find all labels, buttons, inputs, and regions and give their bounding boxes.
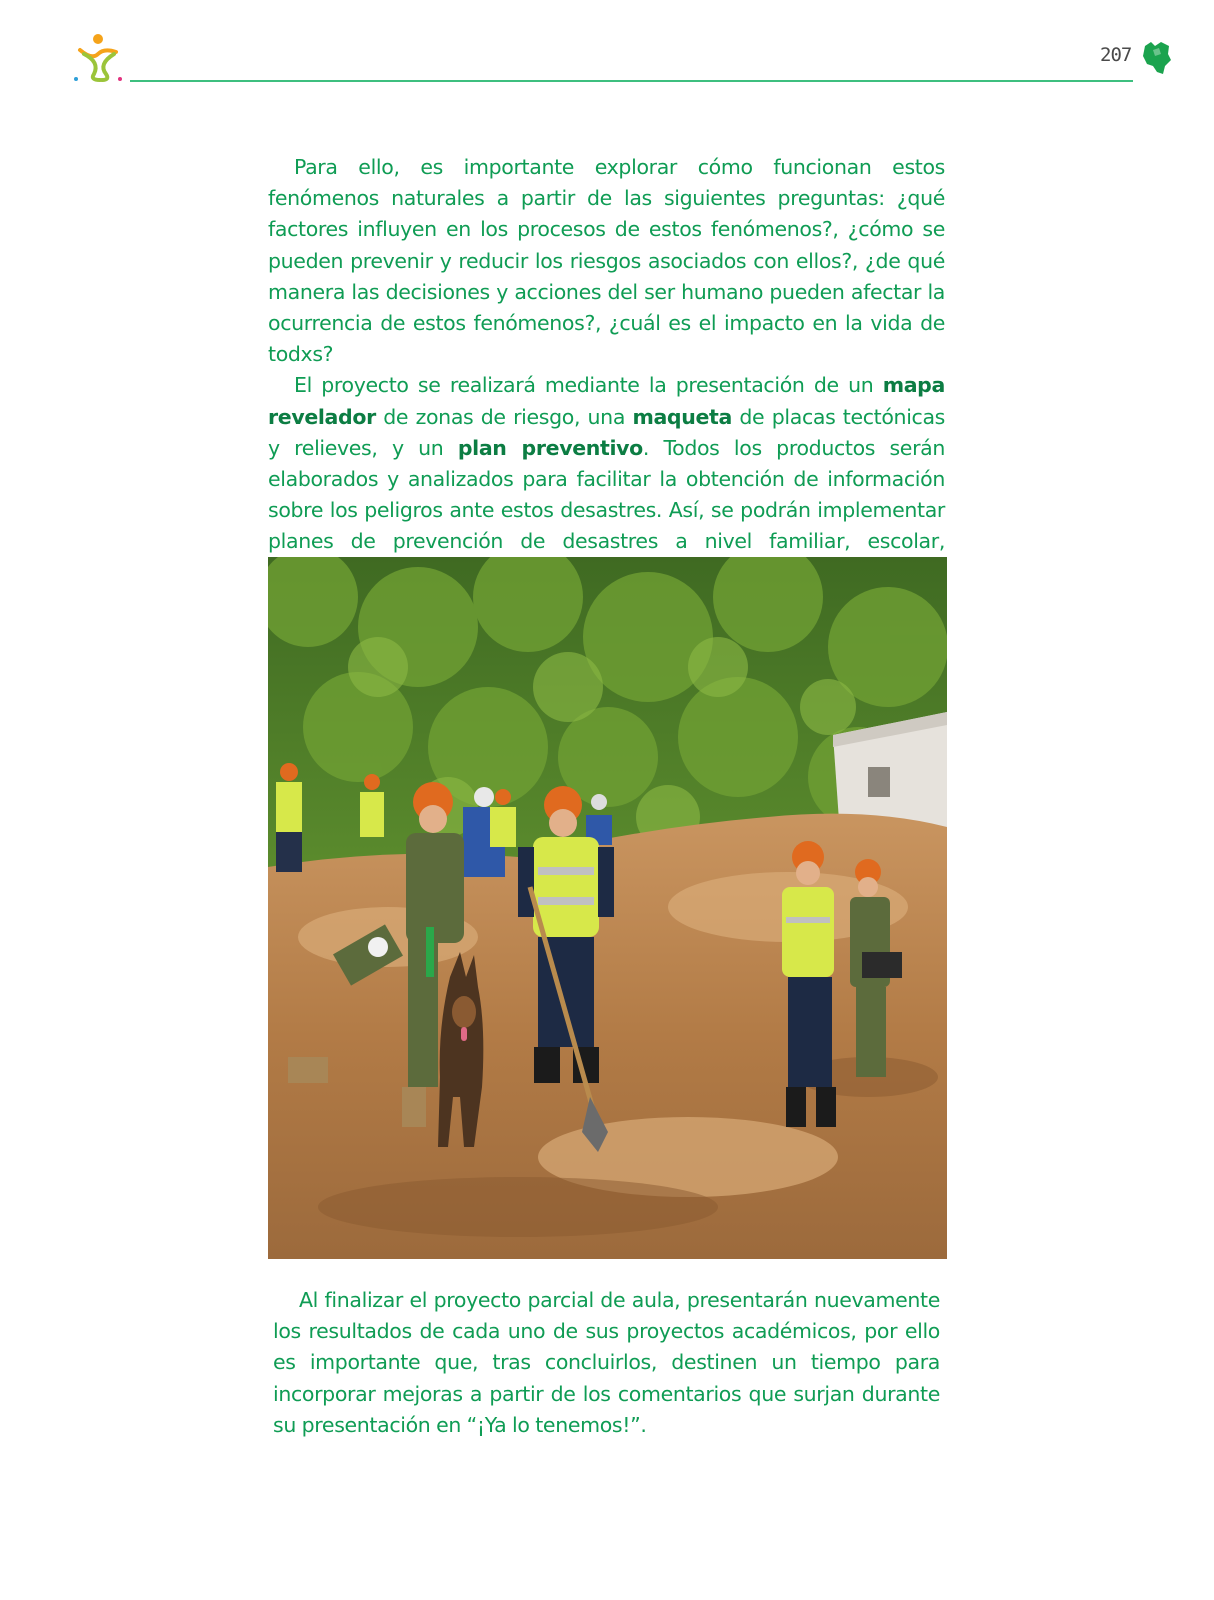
text-run: de placas tectónicas y relieves, y un [268, 404, 946, 460]
text-run: de zonas de riesgo, una [375, 404, 633, 429]
paragraph-questions: Para ello, es importante explorar cómo funcionan estos fenómenos naturales a partir de las siguientes preguntas: ¿qué factores influyen en los procesos de estos fenómenos?, ¿cómo se pueden prevenir y reducir los riesgos asociados con ellos?, ¿de qué manera las decisiones y acciones del ser humano pueden afectar la ocurrencia de estos fenómenos?, ¿cuál es el impacto en la vida de todxs? [268, 155, 945, 367]
green-map-icon [1141, 38, 1173, 78]
closing-text-block [273, 1285, 940, 1441]
person-logo-icon [70, 30, 128, 88]
rescue-team-photo [268, 557, 947, 1259]
bold-term-plan: plan preventivo [457, 435, 643, 460]
text-run: El proyecto se realizará mediante la presentación de un [294, 373, 883, 398]
paragraph-closing: Al finalizar el proyecto parcial de aula, presentarán nuevamente los resultados de cada uno de sus proyectos académicos, por ello es importante que, tras concluirlos, destinen un tiempo para incorporar mejoras a partir de los comentarios que surjan durante su presentación en “¡Ya lo tenemos!”. [273, 1288, 940, 1437]
page-number: 207 [1100, 44, 1132, 66]
bold-term-maqueta: maqueta [632, 404, 732, 429]
header-rule [130, 80, 1133, 82]
text-run: . Todos los productos serán elaborados y analizados para facilitar la obtención de información sobre los peligros ante estos desastres. Así, se podrán implementar planes de prevención de desastres a nivel familiar, escolar, [268, 435, 946, 554]
intro-text-block [268, 152, 945, 589]
bold-term-mapa: mapa revelador [268, 373, 945, 429]
